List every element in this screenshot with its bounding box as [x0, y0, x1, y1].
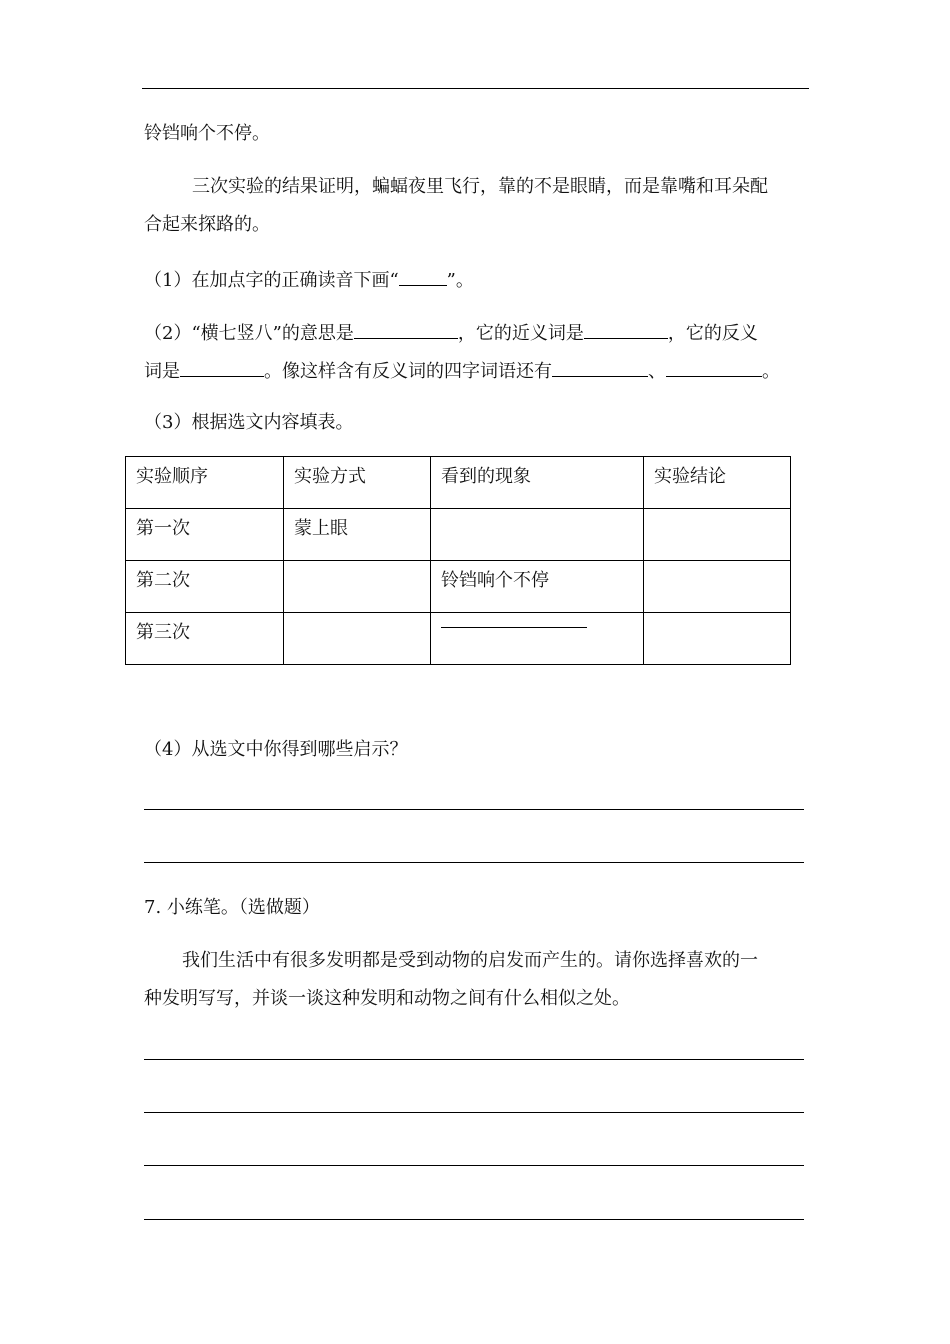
question-2-text: （2）“横七竖八”的意思是	[144, 323, 354, 344]
table-row	[126, 509, 791, 561]
experiment-table	[125, 456, 791, 665]
table-row	[126, 613, 791, 665]
table-cell[interactable]	[644, 561, 791, 613]
answer-blank-meaning[interactable]	[354, 322, 458, 339]
header-rule	[142, 88, 809, 89]
table-header-cell: 看到的现象	[431, 457, 644, 509]
answer-blank-synonym[interactable]	[584, 322, 668, 339]
table-row	[126, 561, 791, 613]
answer-blank-antonym[interactable]	[180, 360, 264, 377]
table-cell: 铃铛响个不停	[431, 561, 644, 613]
question-2-line-2	[144, 360, 780, 382]
table-header-cell: 实验方式	[284, 457, 431, 509]
passage-line: 铃铛响个不停。	[144, 123, 270, 144]
passage-conclusion-line-2: 合起来探路的。	[144, 214, 270, 235]
table-cell: 第一次	[126, 509, 284, 561]
question-2-text: ，它的反义	[667, 323, 758, 344]
writing-line[interactable]	[144, 1165, 804, 1166]
answer-blank[interactable]	[441, 627, 587, 628]
question-1-prefix: （1）在加点字的正确读音下画“	[144, 270, 399, 291]
table-cell[interactable]	[431, 509, 644, 561]
question-4: （4）从选文中你得到哪些启示？	[144, 739, 408, 760]
table-header-cell: 实验结论	[644, 457, 791, 509]
question-1	[144, 269, 474, 291]
question-1-suffix: ”。	[446, 270, 474, 291]
writing-line[interactable]	[144, 1112, 804, 1113]
table-cell[interactable]	[284, 561, 431, 613]
question-2-text: 词是	[144, 361, 180, 382]
answer-blank-idiom-1[interactable]	[552, 360, 648, 377]
writing-line[interactable]	[144, 862, 804, 863]
question-2-text: 。像这样含有反义词的四字词语还有	[264, 361, 552, 382]
question-2-line-1	[144, 322, 758, 344]
section-7-prompt-line-1: 我们生活中有很多发明都是受到动物的启发而产生的。请你选择喜欢的一	[182, 950, 758, 971]
table-cell[interactable]	[644, 509, 791, 561]
question-2-text: 、	[648, 361, 666, 382]
table-cell[interactable]	[284, 613, 431, 665]
question-3: （3）根据选文内容填表。	[144, 412, 354, 433]
table-cell: 第二次	[126, 561, 284, 613]
section-7-title: 7. 小练笔。（选做题）	[144, 897, 320, 918]
passage-conclusion-line-1: 三次实验的结果证明，蝙蝠夜里飞行，靠的不是眼睛，而是靠嘴和耳朵配	[192, 176, 768, 197]
table-cell[interactable]	[644, 613, 791, 665]
table-header-cell: 实验顺序	[126, 457, 284, 509]
table-cell: 第三次	[126, 613, 284, 665]
answer-blank-idiom-2[interactable]	[666, 360, 762, 377]
question-2-text: ，它的近义词是	[457, 323, 584, 344]
section-7-prompt-line-2: 种发明写写，并谈一谈这种发明和动物之间有什么相似之处。	[144, 988, 630, 1009]
table-cell[interactable]	[431, 613, 644, 665]
table-header-row	[126, 457, 791, 509]
writing-line[interactable]	[144, 1059, 804, 1060]
question-2-text: 。	[762, 361, 780, 382]
answer-blank[interactable]	[399, 269, 447, 286]
writing-line[interactable]	[144, 809, 804, 810]
writing-line[interactable]	[144, 1219, 804, 1220]
table-cell: 蒙上眼	[284, 509, 431, 561]
